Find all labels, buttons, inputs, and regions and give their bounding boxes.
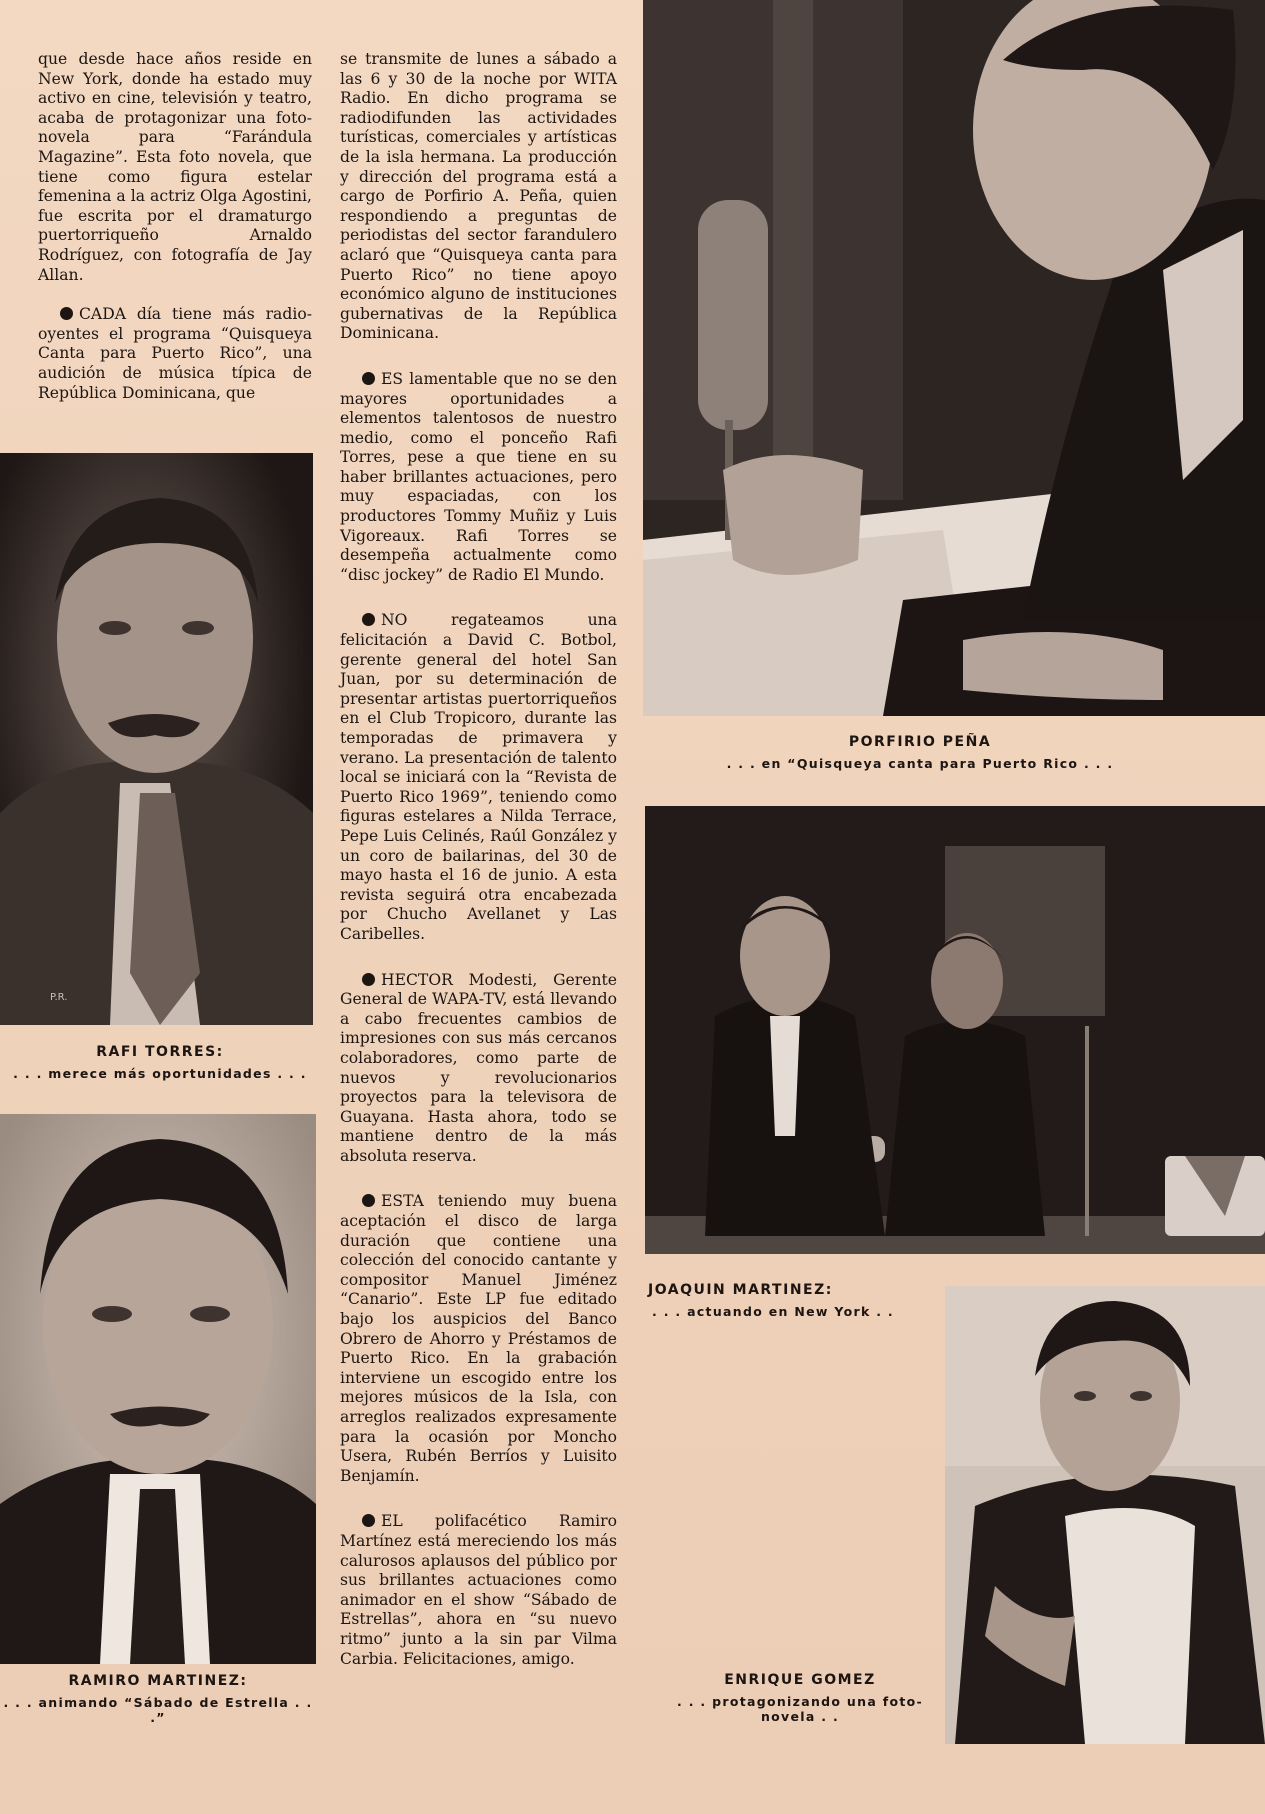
photo-enrique-gomez <box>945 1286 1265 1744</box>
bullet-icon <box>60 307 73 320</box>
caption-subtitle: . . . merece más oportunidades . . . <box>13 1066 307 1081</box>
photo-joaquin-martinez <box>645 806 1265 1254</box>
caption-joaquin-martinez <box>648 1282 948 1319</box>
text-column-middle <box>340 50 617 1689</box>
article-paragraph: que desde hace años reside en New York, donde ha estado muy activo en cine, televisión y teatro, acaba de protagonizar una foto-novela para “Farándula Magazine”. Esta foto novela, que tiene como figura estelar femenina a la actriz Olga Agostini, fue escrita por el dramaturgo puertorriqueño Arnaldo Rodríguez, con fotografía de Jay Allan. <box>38 50 312 284</box>
caption-subtitle: . . . protagonizando una foto-novela . . <box>677 1694 923 1724</box>
caption-name: RAMIRO MARTINEZ: <box>68 1673 248 1689</box>
article-paragraph: EL polifacético Ramiro Martínez está mereciendo los más calurosos aplausos del público por sus brillantes actuaciones como animador en el show “Sábado de Estrellas”, ahora en “su nuevo ritmo” junto a la sin par Vilma Carbia. Felicitaciones, amigo. <box>340 1512 617 1668</box>
bullet-icon <box>362 372 375 385</box>
bullet-icon <box>362 1514 375 1527</box>
caption-name: PORFIRIO PEÑA <box>848 734 992 750</box>
photo-porfirio-pena <box>643 0 1265 716</box>
bullet-icon <box>362 973 375 986</box>
bullet-icon <box>362 613 375 626</box>
caption-subtitle: . . . animando “Sábado de Estrella . . .” <box>3 1695 313 1725</box>
caption-porfirio-pena <box>720 734 1120 771</box>
article-paragraph: HECTOR Modesti, Gerente General de WAPA-TV, está llevando a cabo frecuentes cambios de impresiones con sus más cercanos colaboradores, como parte de nuevos y revolucionarios proyectos para la televisora de Guayana. Hasta ahora, todo se mantiene dentro de la más absoluta reserva. <box>340 970 617 1165</box>
photo-rafi-torres <box>0 453 313 1025</box>
article-paragraph: ES lamentable que no se den mayores oportunidades a elementos talentosos de nuestro medio, como el ponceño Rafi Torres, pese a que tiene en su haber brillantes actuaciones, pero muy espaciadas, con los productores Tommy Muñiz y Luis Vigoreaux. Rafi Torres se desempeña actualmente como “disc jockey” de Radio El Mundo. <box>340 369 617 584</box>
caption-name: RAFI TORRES: <box>96 1044 224 1060</box>
caption-subtitle: . . . actuando en New York . . <box>652 1304 894 1319</box>
article-paragraph: CADA día tiene más radio-oyentes el programa “Quisqueya Canta para Puerto Rico”, una audición de música típica de República Dominicana, que <box>38 305 312 402</box>
caption-subtitle: . . . en “Quisqueya canta para Puerto Rico . . . <box>726 756 1114 771</box>
caption-name: JOAQUIN MARTINEZ: <box>648 1282 833 1298</box>
article-paragraph: se transmite de lunes a sábado a las 6 y 30 de la noche por WITA Radio. En dicho programa se radiodifunden las actividades turísticas, comerciales y artísticas de la isla hermana. La producción y dirección del programa está a cargo de Porfirio A. Peña, quien respondiendo a preguntas de periodistas del sector farandulero aclaró que “Quisqueya canta para Puerto Rico” no tiene apoyo económico alguno de instituciones gubernativas de la República Dominicana. <box>340 50 617 343</box>
caption-name: ENRIQUE GOMEZ <box>724 1672 876 1688</box>
text-column-left <box>38 50 312 423</box>
caption-enrique-gomez <box>650 1672 950 1724</box>
caption-rafi-torres <box>0 1044 320 1081</box>
bullet-icon <box>362 1194 375 1207</box>
photo-stamp: P.R. <box>50 992 68 1003</box>
article-paragraph: NO regateamos una felicitación a David C. Botbol, gerente general del hotel San Juan, por su determinación de presentar artistas puertorriqueños en el Club Tropicoro, durante las temporadas de primavera y verano. La presentación de talento local se iniciará con la “Revista de Puerto Rico 1969”, teniendo como figuras estelares a Nilda Terrace, Pepe Luis Celinés, Raúl González y un coro de bailarinas, del 30 de mayo hasta el 16 de junio. A esta revista seguirá otra encabezada por Chucho Avellanet y Las Caribelles. <box>340 611 617 943</box>
photo-ramiro-martinez <box>0 1114 316 1664</box>
caption-ramiro-martinez <box>0 1673 316 1725</box>
article-paragraph: ESTA teniendo muy buena aceptación el disco de larga duración que contiene una colección del conocido cantante y compositor Manuel Jiménez “Canario”. Este LP fue editado bajo los auspicios del Banco Obrero de Ahorro y Préstamos de Puerto Rico. En la grabación interviene un escogido entre los mejores músicos de la Isla, con arreglos realizados expresamente para la ocasión por Moncho Usera, Rubén Berríos y Luisito Benjamín. <box>340 1192 617 1485</box>
